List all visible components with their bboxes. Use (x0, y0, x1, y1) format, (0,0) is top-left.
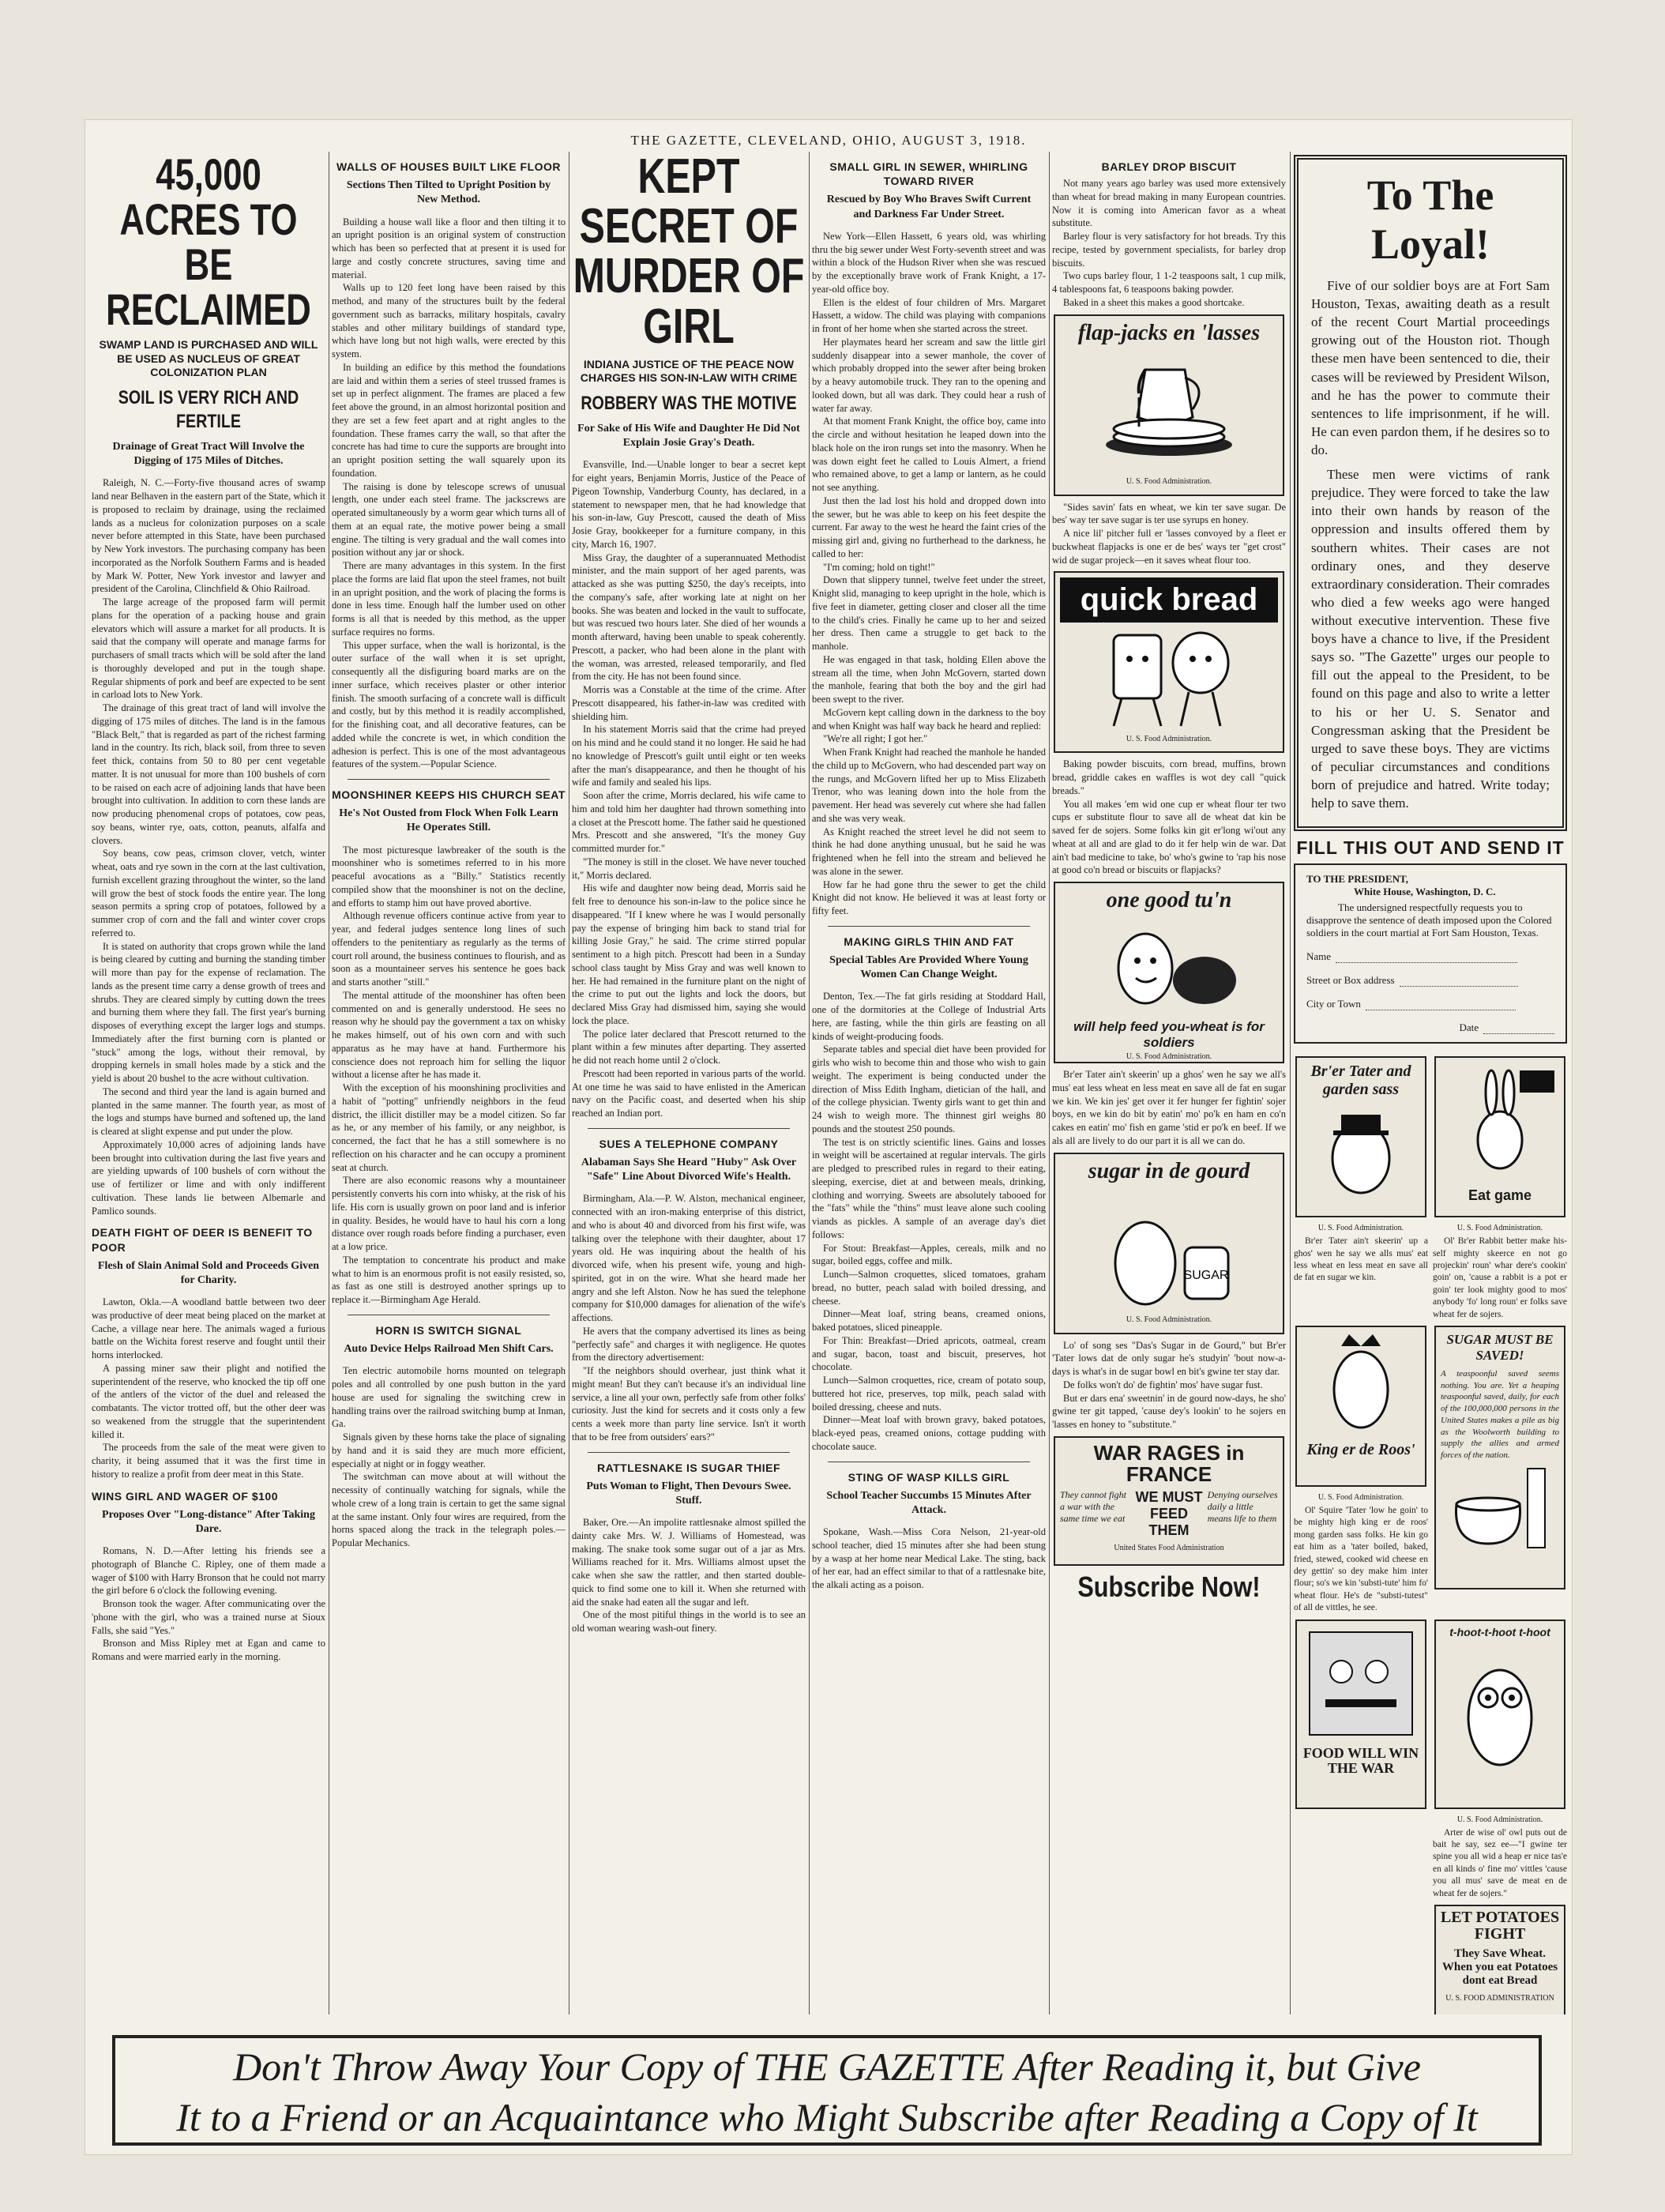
article-paragraph: Miss Gray, the daughter of a superannuated Methodist minister, and the main support of her aged parents, was attacked as she was putting $250, the day's receipts, into the company's safe, after working late at night on her books. She was beaten and locked in the vault to suffocate, but was rescued two hours later. She died of her wounds a month afterward, having been unable to speak coherently. Prescott, a packer, who had been alone in the plant with the woman, was arrested, released temporarily, and fled from the city. He has not been found since. (572, 551, 806, 683)
article-paragraph: The raising is done by telescope screws of unusual length, one under each steel frame. The jackscrews are operated simultaneously by a worm gear which turns all of them at an equal rate, the motive power being a small engine. The tilting is very gradual and the wall comes into position without any jar or shock. (332, 480, 566, 559)
poster-text-right: Denying ourselves daily a little means life to them (1207, 1488, 1278, 1524)
column-2 (332, 152, 566, 2014)
article-paragraph: "I'm coming; hold on tight!" (823, 561, 935, 573)
article-paragraph: His wife and daughter now being dead, Morris said he felt free to denounce his son-in-law to the police since he disappeared. "If I knew where he was I would personally pay the expense of bringing him back to stand trial for killing Josie Gray," he said. The crime stirred popular sentiment to a high pitch. Prescott had been in a Sunday school class taught by Miss Gray and was well known to her. He had remained in the furniture plant on the night of the crime to put out the lights and lock the doors, but declared Miss Gray had dismissed him, saying she would lock the place. (572, 882, 806, 1026)
svg-text:SUGAR: SUGAR (1183, 1268, 1229, 1282)
ad-title: sugar in de gourd (1088, 1158, 1250, 1183)
masthead: THE GAZETTE, CLEVELAND, OHIO, AUGUST 3, 1918. (630, 133, 1027, 148)
article-paragraph: He avers that the company advertised its lines as being "perfectly safe" and charges it with negligence. He quotes from the directory advertisement: (572, 1325, 806, 1364)
form-date-field[interactable] (1306, 1021, 1554, 1034)
form-blank-line[interactable] (1483, 1024, 1554, 1034)
ad-credit: U. S. Food Administration. (1126, 1052, 1212, 1062)
column-rule (809, 152, 810, 2014)
article-paragraph: The proceeds from the sale of the meat were given to charity, it being assumed that it was the first time in history to realize a profit from deer meat in this State. (92, 1442, 325, 1480)
deck-robbery: ROBBERY WAS THE MOTIVE (581, 392, 797, 414)
gourd-and-sugar-jar-icon (1090, 1192, 1248, 1311)
article-paragraph: Soon after the crime, Morris declared, his wife came to him and told him her daughter had thrown something into a closet at the Prescott home. The father said he questioned Mrs. Prescott and she answered, "It's the money Guy committed murder for." (572, 790, 806, 855)
deck-swamp-land: SWAMP LAND IS PURCHASED AND WILL BE USED AS NUCLEUS OF GREAT COLONIZATION PLAN (99, 338, 318, 379)
subdeck-sewer: Rescued by Boy Who Braves Swift Current and Darkness Far Under Street. (826, 194, 1032, 220)
article-paragraph: The second and third year the land is again burned and planted in the same manner. The fourth year, as most of the logs and stumps have burned and softened up, the land is cleared at slight expense and put under the plow. (92, 1085, 325, 1138)
article-paragraph: Barley flour is very satisfactory for hot breads. Try this recipe, tested by government specialists, for barley drop biscuits. (1052, 231, 1286, 269)
article-paragraph: Not many years ago barley was used more extensively than wheat for bread making in many European countries. Now it is coming into American favor as a wheat substitute. (1052, 178, 1286, 229)
column-3 (572, 152, 806, 2014)
article-paragraph: It is stated on authority that crops grown while the land is being cleared by cutting and burning the standing timber will more than pay for the expense of reclamation. The lands as the present time carry a dense growth of trees and shrubs. They are cleared simply by cutting down the trees and burning them where they fall. The first year's burning disposes of everything except the larger logs and stumps. Immediately after the first burning corn is planted or "stuck" among the logs, without their removal, by dropping kernels in small holes made by a stick and the yield is about 20 bushel to the acre without cultivation. (92, 940, 325, 1085)
headline-deer: DEATH FIGHT OF DEER IS BENEFIT TO POOR (92, 1226, 313, 1254)
ad-credit: U. S. FOOD ADMINISTRATION (1445, 1994, 1554, 2003)
article-paragraph: Although revenue officers continue active from year to year, and federal judges sentence long lines of such offenders to the penitentiary as regularly as the terms of court roll around, the business continues to flourish, and as soon as a mountaineer serves his sentence he goes back and starts another "still." (332, 910, 566, 988)
form-blank-line[interactable] (1400, 976, 1518, 987)
subdeck-walls: Sections Then Tilted to Upright Position by New Method. (346, 179, 551, 206)
subdeck-horn: Auto Device Helps Railroad Men Shift Cars. (344, 1343, 554, 1356)
ad-copy: They Save Wheat. When you eat Potatoes dont eat Bread (1441, 1947, 1558, 1988)
ad-title: SUGAR MUST BE SAVED! (1446, 1332, 1554, 1364)
loyal-title: To The Loyal! (1366, 171, 1494, 268)
article-paragraph: Separate tables and special diet have been provided for girls who wish to become thin and those who wish to gain weight. The experiment is being conducted under the direction of Miss Edith Ingham, dietician of the hall, and of the college physician. Twenty girls want to get thin and 24 wish to weigh more. The thinnest girl weighs 80 pounds and the stoutest 250 pounds. (812, 1044, 1046, 1134)
article-paragraph: Building a house wall like a floor and then tilting it to an upright position is an original system of construction which has been so perfected that at present it is used for large and costly concrete structures, saving time and material. (332, 216, 566, 280)
article-paragraph: Evansville, Ind.—Unable longer to bear a secret kept for eight years, Benjamin Morris, Justice of the Peace of Pigeon Township, Vanderburg County, has declared, in a statement to newspaper men, that he had knowledge that his son-in-law, Guy Prescott, caused the death of Miss Josie Gray, bookkeeper for a furniture company, in this city, March 16, 1907. (572, 459, 806, 550)
ad-brer-tater (1295, 1056, 1426, 1217)
headline-rattlesnake: RATTLESNAKE IS SUGAR THIEF (596, 1461, 781, 1474)
article-paragraph: He was engaged in that task, holding Ellen above the stream all the time, when John McGovern, started down the manhole, fearing that both the boy and the girl had been swept to the river. (812, 653, 1046, 705)
ad-title: quick bread (1060, 577, 1278, 623)
article-paragraph: Lawton, Okla.—A woodland battle between two deer was productive of deer meat being placed on the market at Cache, a village near here. The animals waged a furious battle on the Wichita forest reserve and fought until their horns interlocked. (92, 1296, 325, 1361)
ad-copy: A nice lil' pitcher full er 'lasses convoyed by a fleet er buckwheat flapjacks is one er de bes' ways ter "get crost" wid de sugar projeck—en it saves wheat flour too. (1052, 528, 1286, 566)
ad-copy: Arter de wise ol' owl puts out de bait he say, sez ee—"I gwine ter spine you all wid a heap er nice tas'e en all kinds o' fine mo' vittles 'cause you all mus' save de meat en de wheat fer de sojers." (1433, 1827, 1567, 1898)
ad-copy: A teaspoonful saved seems nothing. You are. Yet a heaping teaspoonful saved, daily, for each of the 100,000,000 persons in the United States makes a pile as big as the Woolworth building to supply the allies and armed forces of the nation. (1441, 1369, 1559, 1461)
to-the-loyal-box (1294, 155, 1567, 831)
article-paragraph: Just then the lad lost his hold and dropped down into the sewer, but he was able to keep on his feet despite the current. Far away to the west he heard the faint cries of the missing girl and, giving no furtherhead to the darkness, he called to her: (812, 495, 1046, 559)
form-heading: FILL THIS OUT AND SEND IT (1296, 837, 1565, 859)
ad-let-potatoes-fight (1434, 1905, 1565, 2014)
article-paragraph: Lunch—Salmon croquettes, sliced tomatoes, graham bread, no butter, peach salad with boiled dressing, and cheese. (812, 1269, 1046, 1307)
ad-copy: Ol' Br'er Rabbit better make his-self mighty skeerce en not go projeckin' roun' whar dere's cookin' goin' on, 'cause a rabbit is a pot er goin' ter look mighty good to mos' anybody 'fo' long roun' er folks save wheat fer de sojers. (1433, 1236, 1567, 1319)
article-paragraph: At that moment Frank Knight, the office boy, came into the circle and without hesitation he leaped down into the black hole on the iron rungs set into the masonry. When he was down eight feet he called to Louis Almert, a friend who remained above, to get a lamp or lantern, as he could not see anything. (812, 416, 1046, 493)
article-paragraph: This upper surface, when the wall is horizontal, is the outer surface of the wall when it is set upright, consequently all the disfiguring board marks are on the inner surface, which receives plaster or other interior finish. The smooth surfacing of a concrete wall is difficult and costly, but by this method it is readily accomplished, for the finishing coat, and all decorative features, can be added while the concrete is wet, in which condition the adhesion is perfect. This is one of the most advantageous features of the system.—Popular Science. (332, 639, 566, 770)
article-paragraph: The test is on strictly scientific lines. Gains and losses in weight will be ascertained at regular intervals. The girls are pledged to prescribed rules in regard to their eating, sleeping, exercise, diet at and between meals, drinking, clothing and worrying. Sweets are absolutely tabooed for the "fats" while the "thins" must leave alone such cooling viands as pickles. A sample of an average day's diet follows: (812, 1136, 1046, 1240)
article-paragraph: With the exception of his moonshining proclivities and a habit of "potting" unfriendly neighbors in the feud district, the illicit distiller may be a model citizen. So far as he, or any member of his family, or any neighbor, is concerned, the fact that he has a still somewhere is no reflection on his character and he can occupy a prominent seat at church. (332, 1082, 566, 1173)
ad-flapjacks (1054, 314, 1284, 496)
subdeck-thin-fat: Special Tables Are Provided Where Young Women Can Change Weight. (829, 954, 1028, 981)
article-paragraph: Approximately 10,000 acres of adjoining lands have been brought into cultivation during the last five years and are yielding upwards of 100 bushels of corn without the use of fertilizer or lime and with only indifferent cultivation. These lands lie between Albemarle and Pamlico sounds. (92, 1138, 325, 1217)
subdeck-telephone: Alabaman Says She Heard "Huby" Ask Over "Safe" Line About Divorced Wife's Health. (581, 1157, 797, 1183)
ad-sugar-gourd (1054, 1153, 1284, 1334)
article-paragraph: There are many advantages in this system. In the first place the forms are laid flat upon the steel frames, not built in an upright position, and the work of placing the forms is done in less time. Enough half the lumber used on other forms is all that is needed by this method, as the upper surface requires no forms. (332, 560, 566, 638)
headline-kept-secret: KEPT SECRET OF MURDER OF GIRL (573, 152, 805, 354)
ad-credit: U. S. Food Administration. (1317, 1224, 1404, 1233)
rabbit-icon (1441, 1061, 1559, 1179)
ad-copy: But er dars ena' sweetnin' in de gourd now-days, he sho' gwine ter git tapped, 'cause dey's lookin' to he sojers en 'lasses en honey to "substitute." (1052, 1392, 1286, 1431)
divider (348, 779, 550, 780)
form-to: TO THE PRESIDENT, (1306, 873, 1408, 886)
article-paragraph: For Stout: Breakfast—Apples, cereals, milk and no sugar, boiled eggs, coffee and milk. (812, 1242, 1046, 1267)
column-rule (1290, 152, 1291, 2014)
loyal-paragraph: These men were victims of rank prejudice. They were forced to take the law into their own hands by reason of the oppression and insults offered them by southern whites. Their cases are not ordinary ones, and they deserve extraordinary consideration. Their comrades who died a few weeks ago were hanged without executive intervention. These five boys have a chance to live, if the President says so. "The Gazette" urges our people to fill out the appeal to the President, to be found on this page and also to write a letter to his or her U. S. Senator and Congressman asking that the President be urged to save these boys. They are victims of peculiar circumstances and conditions born of prejudice and hatred. Write today; help to save them. (1311, 467, 1550, 811)
form-text: The undersigned respectfully requests you to disapprove the sentence of death imposed upon the Colored soldiers in the court martial at Fort Sam Houston, Texas. (1306, 901, 1552, 939)
potato-king-icon (1302, 1330, 1420, 1433)
poster-text-center: WE MUST FEED THEM (1135, 1488, 1203, 1538)
article-paragraph: "We're all right; I got her." (823, 733, 928, 745)
article-paragraph: Down that slippery tunnel, twelve feet under the street, Knight slid, managing to keep upright in the hole, which is five feet in diameter, getting closer and closer all the time to the child's cries. Finally he came up to her and seized her dress. Then came a struggle to get back to the manhole. (812, 574, 1046, 652)
potato-character-icon (1090, 921, 1248, 1016)
article-paragraph: Dinner—Meat loaf, string beans, creamed onions, baked potatoes, sliced pineapple. (812, 1308, 1046, 1334)
article-paragraph: One of the most pitiful things in the world is to see an old woman wearing wash-out finery. (572, 1609, 806, 1635)
banner-line-1: Don't Throw Away Your Copy of THE GAZETTE After Reading it, but Give (233, 2045, 1421, 2089)
ad-copy: You all makes 'em wid one cup er wheat flour ter two cups er substitute flour to save all de wheat dat kin be saved fer de sojers. Some folks kin git er'long wi'out any wheat at all and are glad to do it fer help win de war. Dat ain't bad medicine to take, bo' who's gwine to 'rap his nose at good co'n bread or biscuits or flapjacks? (1052, 798, 1286, 876)
ad-credit: U. S. Food Administration. (1126, 476, 1212, 486)
column-5 (1052, 152, 1286, 2014)
subdeck-moonshiner: He's Not Ousted from Flock When Folk Learn He Operates Still. (339, 807, 558, 834)
ad-credit: U. S. Food Administration. (1126, 735, 1212, 744)
article-paragraph: The switchman can move about at will without the necessity of continually watching for signals, while the whole crew of a long train is certain to get the same signal at the same instant. Only four wires are required, from the horns spaced along the track in the telegraph poles.—Popular Mechanics. (332, 1471, 566, 1548)
column-4 (812, 152, 1046, 2014)
subdeck-rattlesnake: Puts Woman to Flight, Then Devours Swee. Stuff. (586, 1480, 791, 1507)
form-label: Date (1459, 1021, 1479, 1034)
subdeck-deer: Flesh of Slain Animal Sold and Proceeds Given for Charity. (97, 1259, 320, 1286)
subdeck-josie-gray: For Sake of His Wife and Daughter He Did Not Explain Josie Gray's Death. (577, 422, 800, 450)
headline-horn: HORN IS SWITCH SIGNAL (375, 1323, 522, 1337)
article-paragraph: In building an edifice by this method the foundations are laid and within them a series of steel trussed frames is set up in perfect alignment. The frames are placed a few feet above the ground, in an almost horizontal position and they are set a few feet apart and at right angles to the foundation. These frames carry the wall, so that after the concrete has had time to cure the supports are brought into an upright position setting the wall squarely upon its foundation. (332, 361, 566, 479)
banner-line-2: It to a Friend or an Acquaintance who Might Subscribe after Reading a Copy of It (176, 2095, 1478, 2139)
ad-eat-game (1434, 1056, 1565, 1217)
headline-walls: WALLS OF HOUSES BUILT LIKE FLOOR (336, 160, 562, 173)
deck-indiana: INDIANA JUSTICE OF THE PEACE NOW CHARGES HIS SON-IN-LAW WITH CRIME (580, 357, 798, 385)
divider (828, 926, 1030, 927)
family-dining-scene-icon (1302, 1624, 1420, 1743)
headline-wasp: STING OF WASP KILLS GIRL (848, 1470, 1010, 1484)
form-label: City or Town (1306, 998, 1361, 1010)
divider (588, 1452, 790, 1453)
article-paragraph: Denton, Tex.—The fat girls residing at Stoddard Hall, one of the dormitories at the College of Industrial Arts here, are fasting, while the thin girls are feasting on all kinds of weight-producing foods. (812, 991, 1046, 1042)
article-paragraph: As Knight reached the street level he did not seem to think he had done anything unusual, but he said he was frightened when he fell into the stream and believed he was alone in the sewer. (812, 826, 1046, 877)
article-paragraph: "The money is still in the closet. We have never touched it," Morris declared. (572, 856, 806, 881)
form-name-field[interactable] (1306, 950, 1554, 963)
article-paragraph: The mental attitude of the moonshiner has often been commented on and is generally understood. He sees no reason why he should pay the government a tax on whisky he makes himself, out of his own corn and with such apparatus as he may have at hand. Furthermore his conscience does not reproach him for selling the liquor without a license after he has made it. (332, 989, 566, 1081)
subdeck-wager: Proposes Over "Long-distance" After Taking Dare. (102, 1508, 315, 1535)
gazette-banner (112, 2035, 1542, 2146)
ad-credit: U. S. Food Administration. (1317, 1493, 1404, 1503)
ad-title: FOOD WILL WIN THE WAR (1302, 1744, 1419, 1776)
ad-copy: De folks won't do' de fightin' mos' have sugar fust. (1063, 1379, 1263, 1390)
poster-title: WAR RAGES in FRANCE (1093, 1440, 1245, 1487)
ad-king-er-de-roos (1295, 1326, 1426, 1487)
column-rule (1049, 152, 1050, 2014)
article-paragraph: Romans, N. D.—After letting his friends see a photograph of Blanche C. Ripley, one of them made a wager of $100 with Harry Bronson that he could not marry the girl before 6 o'clock the following evening. (92, 1545, 325, 1597)
article-paragraph: Birmingham, Ala.—P. W. Alston, mechanical engineer, connected with an iron-making enterprise of this district, and who is about 40 and divorced from his first wife, was talking over the telephone with their daughter, about 17 years old. He was inquiring about the health of his divorced wife, when his present wife, young and high-spirited, got in on the wire. What she heard made her angry and she left Alston. Now he has sued the telephone company for $10,000 damages for alienation of the wife's affections. (572, 1193, 806, 1324)
form-blank-line[interactable] (1366, 1000, 1516, 1010)
article-paragraph: Two cups barley flour, 1 1-2 teaspoons salt, 1 cup milk, 4 tablespoons fat, 6 teaspoons baking powder. (1052, 270, 1286, 295)
potato-with-hat-icon (1302, 1107, 1420, 1202)
article-paragraph: Baked in a sheet this makes a good shortcake. (1063, 296, 1245, 308)
ad-one-good-turn (1054, 882, 1284, 1063)
headline-sewer: SMALL GIRL IN SEWER, WHIRLING TOWARD RIVER (829, 160, 1028, 188)
newspaper-page (85, 120, 1572, 2154)
headline-moonshiner: MOONSHINER KEEPS HIS CHURCH SEAT (332, 788, 566, 802)
article-paragraph: The police later declared that Prescott returned to the plant within a few minutes after departing. They asserted he did not reach home until 2 o'clock. (572, 1028, 806, 1066)
column-1 (92, 152, 325, 2014)
form-label: Street or Box address (1306, 974, 1395, 987)
ad-credit: U. S. Food Administration. (1126, 1315, 1212, 1324)
article-paragraph: Baker, Ore.—An impolite rattlesnake almost spilled the dainty cake Mrs. W. J. Williams of Homestead, was making. The snake took some sugar out of a jar as Mrs. Williams reached for it. Mrs. Williams almost upset the cake when she saw the rattler, and then started double-quick to find some one to kill it. When she returned with aid the snake had eaten all the sugar and left. (572, 1517, 806, 1608)
ad-credit: U. S. Food Administration. (1456, 1224, 1543, 1233)
article-paragraph: How far he had gone thru the sewer to get the child Knight did not know. He believed it was at least forty or fifty feet. (812, 878, 1046, 916)
ad-copy: Baking powder biscuits, corn bread, muffins, brown bread, griddle cakes en waffles is wot dey call "quick breads." (1052, 758, 1286, 796)
sugar-bowl-and-skyscraper-icon (1441, 1465, 1559, 1552)
ad-title: flap-jacks en 'lasses (1077, 320, 1261, 345)
article-paragraph: Lunch—Salmon croquettes, rice, cream of potato soup, buttered hot rice, preserves, top milk, peach salad with boiled dressing, cheese and nuts. (812, 1375, 1046, 1413)
ad-title: one good tu'n (1106, 888, 1232, 913)
article-paragraph: Morris was a Constable at the time of the crime. After Prescott disappeared, his father-in-law was credited with shielding him. (572, 684, 806, 722)
ad-quick-bread (1054, 571, 1284, 753)
form-label: Name (1306, 950, 1332, 963)
ad-copy: "Sides savin' fats en wheat, we kin ter save sugar. De bes' way ter save sugar is ter use syrups en honey. (1052, 501, 1286, 526)
form-blank-line[interactable] (1336, 953, 1517, 963)
article-paragraph: Bronson took the wager. After communicating over the 'phone with the girl, who was a trained nurse at Sioux Falls, she said "Yes." (92, 1598, 325, 1636)
ad-sugar-must-be-saved (1434, 1326, 1565, 1589)
ad-title: King er de Roos' (1306, 1441, 1415, 1459)
article-paragraph: Ellen is the eldest of four children of Mrs. Margaret Hassett, a widow. The child was playing with companions in front of her home when she started across the street. (812, 296, 1046, 334)
article-paragraph: Soy beans, cow peas, crimson clover, vetch, winter wheat, oats and rye sown in the corn at the last cultivation, furnish excellent grazing throughout the winter, so the land will grow the best of stock foods the entire year. The long season permits a spring crop of potatoes, followed by a summer crop of corn and the fall and winter cover crops referred to. (92, 848, 325, 939)
article-paragraph: New York—Ellen Hassett, 6 years old, was whirling thru the big sewer under West Forty-seventh street and was within a block of the Hudson River when she was rescued by the exceptionally brave work of Frank Knight, a 17-year-old office boy. (812, 230, 1046, 295)
article-paragraph: There are also economic reasons why a mountaineer persistently converts his corn into whisky, at the risk of his life. His corn is usually grown on poor land and is inferior in quality. Besides, he would have to haul his corn a long distance over rough roads before finding a purchaser, even at a low price. (332, 1175, 566, 1253)
headline-telephone: SUES A TELEPHONE COMPANY (599, 1137, 779, 1150)
article-paragraph: A passing miner saw their plight and notified the superintendent of the reserve, who knocked the tip off one of the antlers of the victor of the duel and released the combatants. The victor trotted off, but the other deer was so weakened from the struggle that the superintendent killed it. (92, 1362, 325, 1440)
article-paragraph: Dinner—Meat loaf with brown gravy, baked potatoes, black-eyed peas, creamed onions, cottage pudding with chocolate sauce. (812, 1414, 1046, 1452)
article-paragraph: The temptation to concentrate his product and make what to him is an enormous profit is not easily resisted, so, as fast as one still is destroyed another springs up to replace it.—Birmingham Age Herald. (332, 1254, 566, 1306)
article-paragraph: Walls up to 120 feet long have been raised by this method, and many of the structures built by the federal government such as barracks, military hospitals, cavalry stables and other military buildings of standard type, which have long but not high walls, were erected by this system. (332, 282, 566, 360)
headline-barley: BARLEY DROP BISCUIT (1101, 160, 1237, 173)
subdeck-wasp: School Teacher Succumbs 15 Minutes After Attack. (826, 1489, 1032, 1516)
pitcher-and-flapjacks-icon (1090, 354, 1248, 472)
article-paragraph: McGovern kept calling down in the darkness to the boy and when Knight was half way back he heard and replied: (812, 706, 1046, 732)
article-paragraph: "If the neighbors should overhear, just think what it might mean! But they can't because it's an individual line service, a line all your own, perfectly safe from other folks' curiosity. Just the kind for secrets and it costs only a few cents a week more than party line service. Isn't it worth that to be free from outsiders' ears?" (572, 1365, 806, 1443)
form-city-field[interactable] (1306, 998, 1554, 1010)
article-paragraph: Signals given by these horns take the place of signaling by hand and it is said they are much more efficient, especially at night or in foggy weather. (332, 1431, 566, 1469)
article-paragraph: The drainage of this great tract of land will involve the digging of 175 miles of ditches. The land is in the famous "Black Belt," that is regarded as part of the richest farming land in the country. Its rich, black soil, from three to seven feet thick, contains from 50 to 80 per cent vegetable matter. It is not unusual for more than 100 bushels of corn to be raised on each acre of adjoining lands that have been brought into cultivation. In addition to corn these lands are now producing phenomenal crops of potatoes, cow peas, soy beans, winter rye, oats, cotton, peanuts, alfalfa and clovers. (92, 702, 325, 846)
divider (588, 1128, 790, 1129)
headline-reclaimed: 45,000 ACRES TO BE RECLAIMED (106, 152, 311, 335)
ad-credit: U. S. Food Administration. (1456, 1815, 1543, 1824)
loyal-paragraph: Five of our soldier boys are at Fort Sam Houston, Texas, awaiting death as a result of the recent Court Martial proceedings growing out of the Houston riot. Though these men have been sentenced to die, their cases will be reviewed by President Wilson, and he has the power to commute their sentences to life imprisonment, if he will. He can even pardon them, if he desires so to do. (1311, 278, 1550, 457)
article-paragraph: In his statement Morris said that the crime had preyed on his mind and he could stand it no longer. He said he had no knowledge of Prescott's guilt until eight or ten weeks after the man's disappearance, and then he thought of his wife and family and sealed his lips. (572, 724, 806, 788)
article-paragraph: For Thin: Breakfast—Dried apricots, oatmeal, cream and sugar, bacon, toast and biscuit, preserves, hot chocolate. (812, 1334, 1046, 1373)
ad-credit: United States Food Administration (1114, 1543, 1224, 1552)
ad-food-will-win (1295, 1620, 1426, 1809)
ad-copy: Br'er Tater ain't skeerin' up a ghos' wen he say we all's mus' eat less wheat en less meat en save all de fat en sugar we kin. We kin jes' get over it fer hunger fer fightin' sojer boys, en we kin do bit by eatin' mo' po'k en ham en co'n cakes en eatin' mo' fish en game 'stid er po'k en beef. If we als all are lively to do our part it is all we can do. (1052, 1069, 1286, 1146)
ad-copy: Ol' Squire 'Tater 'low he goin' to be mighty high king er de roos' mong garden sass folks. He kin go eat him as a 'tater boiled, baked, fried, stewed, cooked wid cheese en dey gettin' so dey make him inter flour; so's we kin 'substi-tute' him fo' wheat flour. He's de "substi-tutest" of all de vittles, he see. (1294, 1506, 1428, 1613)
ad-copy: Lo' of song ses "Das's Sugar in de Gourd," but Br'er 'Tater lows dat de only sugar he's studyin' 'bout now-a-days is what's in de sugar bowl en bit's gwine ter stay dar. (1052, 1339, 1286, 1378)
ad-war-rages-poster (1054, 1436, 1284, 1566)
article-paragraph: The most picturesque lawbreaker of the south is the moonshiner who is sometimes referred to in his more peaceful avocations as a "Billy." Statistics recently compiled show that the moonshiner is not on the decline, and efforts to stamp him out have proved abortive. (332, 844, 566, 908)
ad-title: t-hoot-t-hoot t-hoot (1449, 1625, 1550, 1638)
ad-title: LET POTATOES FIGHT (1440, 1909, 1560, 1943)
bread-characters-icon (1090, 627, 1248, 730)
headline-thin-fat: MAKING GIRLS THIN AND FAT (844, 935, 1014, 948)
ad-owl (1434, 1620, 1565, 1809)
appeal-form (1294, 863, 1567, 1044)
poster-text-left: They cannot fight a war with the same time we eat (1060, 1488, 1126, 1524)
owl-icon (1441, 1646, 1559, 1781)
article-paragraph: Raleigh, N. C.—Forty-five thousand acres of swamp land near Belhaven in the eastern part of the State, which it is proposed to reclaim by drainage, using the reclaimed lands as a nucleus for colonization purposes on a scale never before attempted in this State, have been purchased by New York investors. The purchasing company has been incorporated as the Norfolk Southern Farms and is headed by Mark W. Potter, New York investor and lawyer and president of the Carolina, Clinchfield & Ohio Railroad. (92, 477, 325, 595)
subscribe-now: Subscribe Now! (1077, 1570, 1261, 1603)
article-paragraph: Bronson and Miss Ripley met at Egan and came to Romans and were married early in the morning. (92, 1638, 325, 1663)
form-street-field[interactable] (1306, 974, 1554, 987)
ad-title: Br'er Tater and garden sass (1310, 1063, 1411, 1099)
form-address: White House, Washington, D. C. (1354, 886, 1496, 898)
column-6 (1294, 152, 1567, 2014)
ad-title: Eat game (1468, 1187, 1532, 1204)
article-paragraph: Prescott had been reported in various parts of the world. At one time he was said to have enlisted in the American navy on the Pacific coast, and deserted when his ship reached an Indian port. (572, 1067, 806, 1119)
subdeck-drainage: Drainage of Great Tract Will Involve the Digging of 175 Miles of Ditches. (112, 440, 305, 468)
headline-wager: WINS GIRL AND WAGER OF $100 (92, 1489, 278, 1503)
article-paragraph: Her playmates heard her scream and saw the little girl suddenly disappear into a sewer manhole, the cover of which probably dropped into the sewer after being broken by a heavy automobile truck. They ran to the opening and looked down, but all was dark. They could hear a rush of water far away. (812, 336, 1046, 414)
ad-caption: will help feed you-wheat is for soldiers (1073, 1019, 1265, 1051)
article-paragraph: Spokane, Wash.—Miss Cora Nelson, 21-year-old school teacher, died 15 minutes after she had been stung by a wasp at her home near Medical Lake. The sting, back of her ear, had an effect similar to that of a rattlesnake bite, the alkali acting as a poison. (812, 1526, 1046, 1591)
deck-soil: SOIL IS VERY RICH AND FERTILE (118, 386, 299, 432)
article-paragraph: Ten electric automobile horns mounted on telegraph poles and all controlled by one push button in the yard house are used for signaling the switching crew in handling trains over the railroad switching bump at Inman, Ga. (332, 1365, 566, 1430)
article-paragraph: When Frank Knight had reached the manhole he handed the child up to McGovern, who had descended part way on the rungs, and McGovern lifted her up to Miss Elizabeth Trenor, who was leaning down into the hole from the pavement. Her head was severely cut where she had fallen and she was very weak. (812, 747, 1046, 824)
article-paragraph: The large acreage of the proposed farm will permit plans for the operation of a packing house and grain elevators which will assure a market for all products. It is said that the company will operate and manage farms for purchasers of small tracts which will be sold after the land is thoroughly developed and put in the tough shape. Regular shipments of pork and beef are expected to be sent in carload lots to New York. (92, 596, 325, 701)
ad-copy: Br'er Tater ain't skeerin' up a ghos' wen he say we alls mus' eat less wheat en less meat en save all de fat en sugar we kin. (1294, 1236, 1428, 1283)
